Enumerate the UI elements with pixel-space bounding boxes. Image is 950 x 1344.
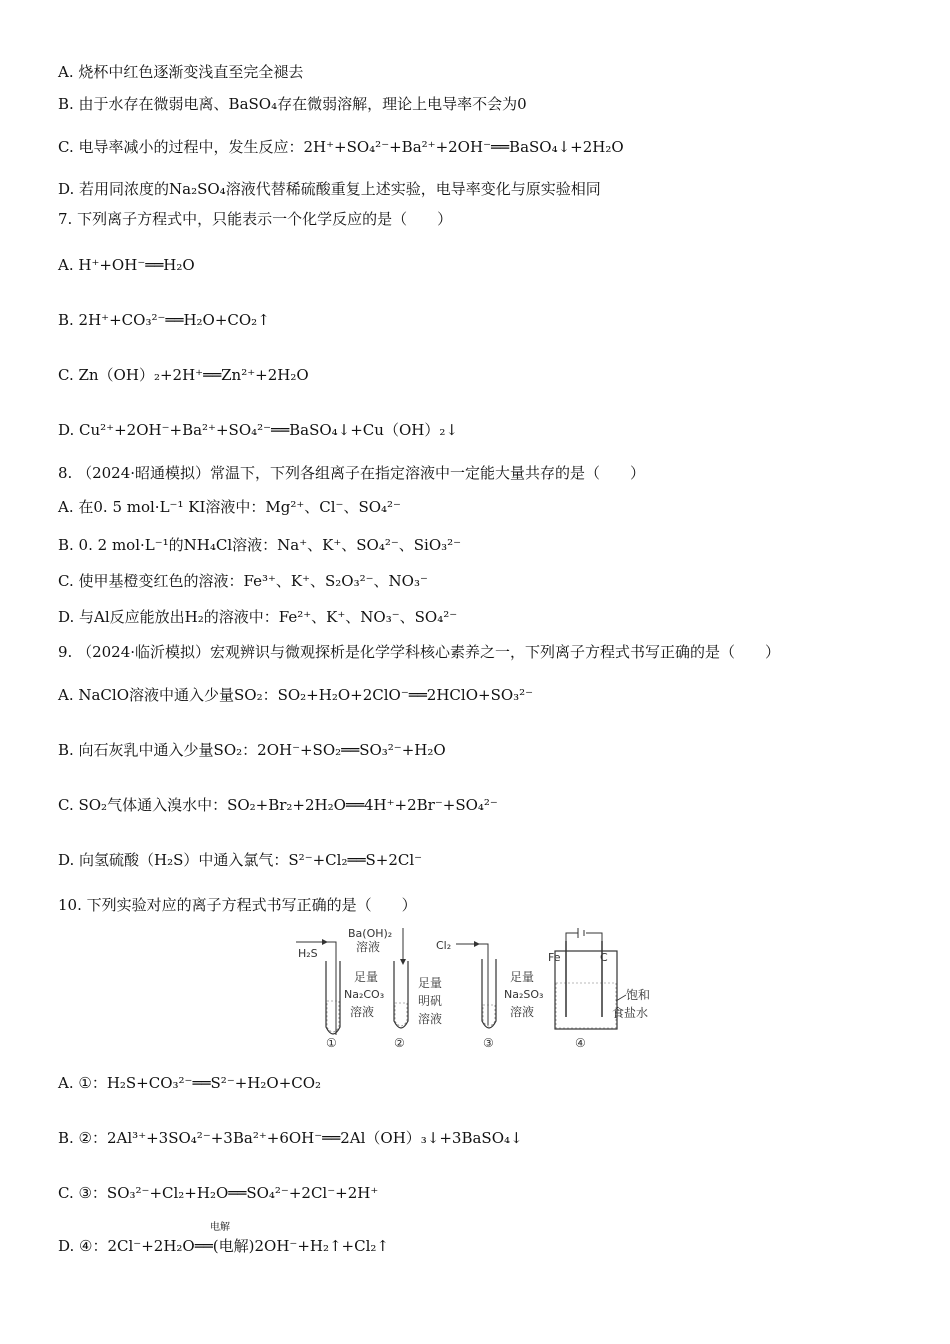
zuliang-1: 足量 [354, 970, 379, 984]
rongye-2: 溶液 [356, 940, 381, 954]
q10-option-d: D. ④：2Cl⁻+2H₂O══(电解)2OH⁻+H₂↑+Cl₂↑ [58, 1237, 389, 1255]
mingfan-label: 明矾 [418, 994, 443, 1008]
rongye-1: 溶液 [350, 1005, 375, 1019]
q10-option-c: C. ③：SO₃²⁻+Cl₂+H₂O══SO₄²⁻+2Cl⁻+2H⁺ [58, 1184, 379, 1202]
q8-option-d: D. 与Al反应能放出H₂的溶液中：Fe²⁺、K⁺、NO₃⁻、SO₄²⁻ [58, 608, 458, 626]
q8-option-c: C. 使甲基橙变红色的溶液：Fe³⁺、K⁺、S₂O₃²⁻、NO₃⁻ [58, 572, 428, 590]
c-label: C [600, 951, 608, 964]
q7-stem: 7. 下列离子方程式中，只能表示一个化学反应的是（ ） [58, 210, 453, 228]
q9-option-c: C. SO₂气体通入溴水中：SO₂+Br₂+2H₂O══4H⁺+2Br⁻+SO₄²⁻ [58, 796, 498, 814]
fe-label: Fe [548, 951, 561, 964]
cl2-label: Cl₂ [436, 939, 452, 952]
q9-option-b: B. 向石灰乳中通入少量SO₂：2OH⁻+SO₂══SO₃²⁻+H₂O [58, 741, 446, 759]
q9-option-a: A. NaClO溶液中通入少量SO₂：SO₂+H₂O+2ClO⁻══2HClO+SO₃²⁻ [58, 686, 534, 704]
q6-option-c: C. 电导率减小的过程中，发生反应：2H⁺+SO₄²⁻+Ba²⁺+2OH⁻══BaSO₄↓+2H₂O [58, 138, 624, 156]
label-1: ① [326, 1036, 337, 1050]
zuliang-2: 足量 [418, 976, 443, 990]
setup-4 [548, 928, 650, 1050]
setup-3 [436, 939, 543, 1050]
h2s-label: H₂S [298, 947, 318, 960]
q6-option-d: D. 若用同浓度的Na₂SO₄溶液代替稀硫酸重复上述实验，电导率变化与原实验相同 [58, 180, 601, 198]
q6-option-b: B. 由于水存在微弱电离、BaSO₄存在微弱溶解，理论上电导率不会为0 [58, 95, 527, 113]
experiment-figure [290, 925, 660, 1053]
q7-option-b: B. 2H⁺+CO₃²⁻══H₂O+CO₂↑ [58, 311, 270, 329]
rongye-3: 溶液 [418, 1012, 443, 1026]
na2so3-label: Na₂SO₃ [504, 988, 544, 1001]
q8-option-a: A. 在0. 5 mol·L⁻¹ KI溶液中：Mg²⁺、Cl⁻、SO₄²⁻ [58, 498, 401, 516]
q7-option-d: D. Cu²⁺+2OH⁻+Ba²⁺+SO₄²⁻══BaSO₄↓+Cu（OH）₂↓ [58, 421, 458, 439]
label-4: ④ [575, 1036, 586, 1050]
baoh2-label: Ba(OH)₂ [348, 927, 393, 940]
label-3: ③ [483, 1036, 494, 1050]
q10-option-b: B. ②：2Al³⁺+3SO₄²⁻+3Ba²⁺+6OH⁻══2Al（OH）₃↓+3BaSO₄↓ [58, 1129, 523, 1147]
na2co3-label: Na₂CO₃ [344, 988, 385, 1001]
q10-option-a: A. ①：H₂S+CO₃²⁻══S²⁻+H₂O+CO₂ [58, 1074, 322, 1092]
q6-option-a: A. 烧杯中红色逐渐变浅直至完全褪去 [58, 63, 304, 81]
label-2: ② [394, 1036, 405, 1050]
q9-stem: 9. （2024·临沂模拟）宏观辨识与微观探析是化学学科核心素养之一，下列离子方程式书写正确的是（ ） [58, 643, 781, 661]
q8-option-b: B. 0. 2 mol·L⁻¹的NH₄Cl溶液：Na⁺、K⁺、SO₄²⁻、SiO₃²⁻ [58, 536, 462, 554]
electrolysis-condition: 电解 [210, 1222, 230, 1233]
q9-option-d: D. 向氢硫酸（H₂S）中通入氯气：S²⁻+Cl₂══S+2Cl⁻ [58, 851, 423, 869]
q8-stem: 8. （2024·昭通模拟）常温下，下列各组离子在指定溶液中一定能大量共存的是（ ） [58, 464, 646, 482]
q7-option-a: A. H⁺+OH⁻══H₂O [58, 256, 195, 274]
baohe-label: 饱和 [626, 988, 651, 1002]
shiyanshui-label: 食盐水 [612, 1006, 649, 1020]
zuliang-3: 足量 [510, 970, 535, 984]
setup-1 [296, 939, 384, 1050]
q7-option-c: C. Zn（OH）₂+2H⁺══Zn²⁺+2H₂O [58, 366, 309, 384]
rongye-4: 溶液 [510, 1005, 535, 1019]
q10-stem: 10. 下列实验对应的离子方程式书写正确的是（ ） [58, 896, 417, 914]
